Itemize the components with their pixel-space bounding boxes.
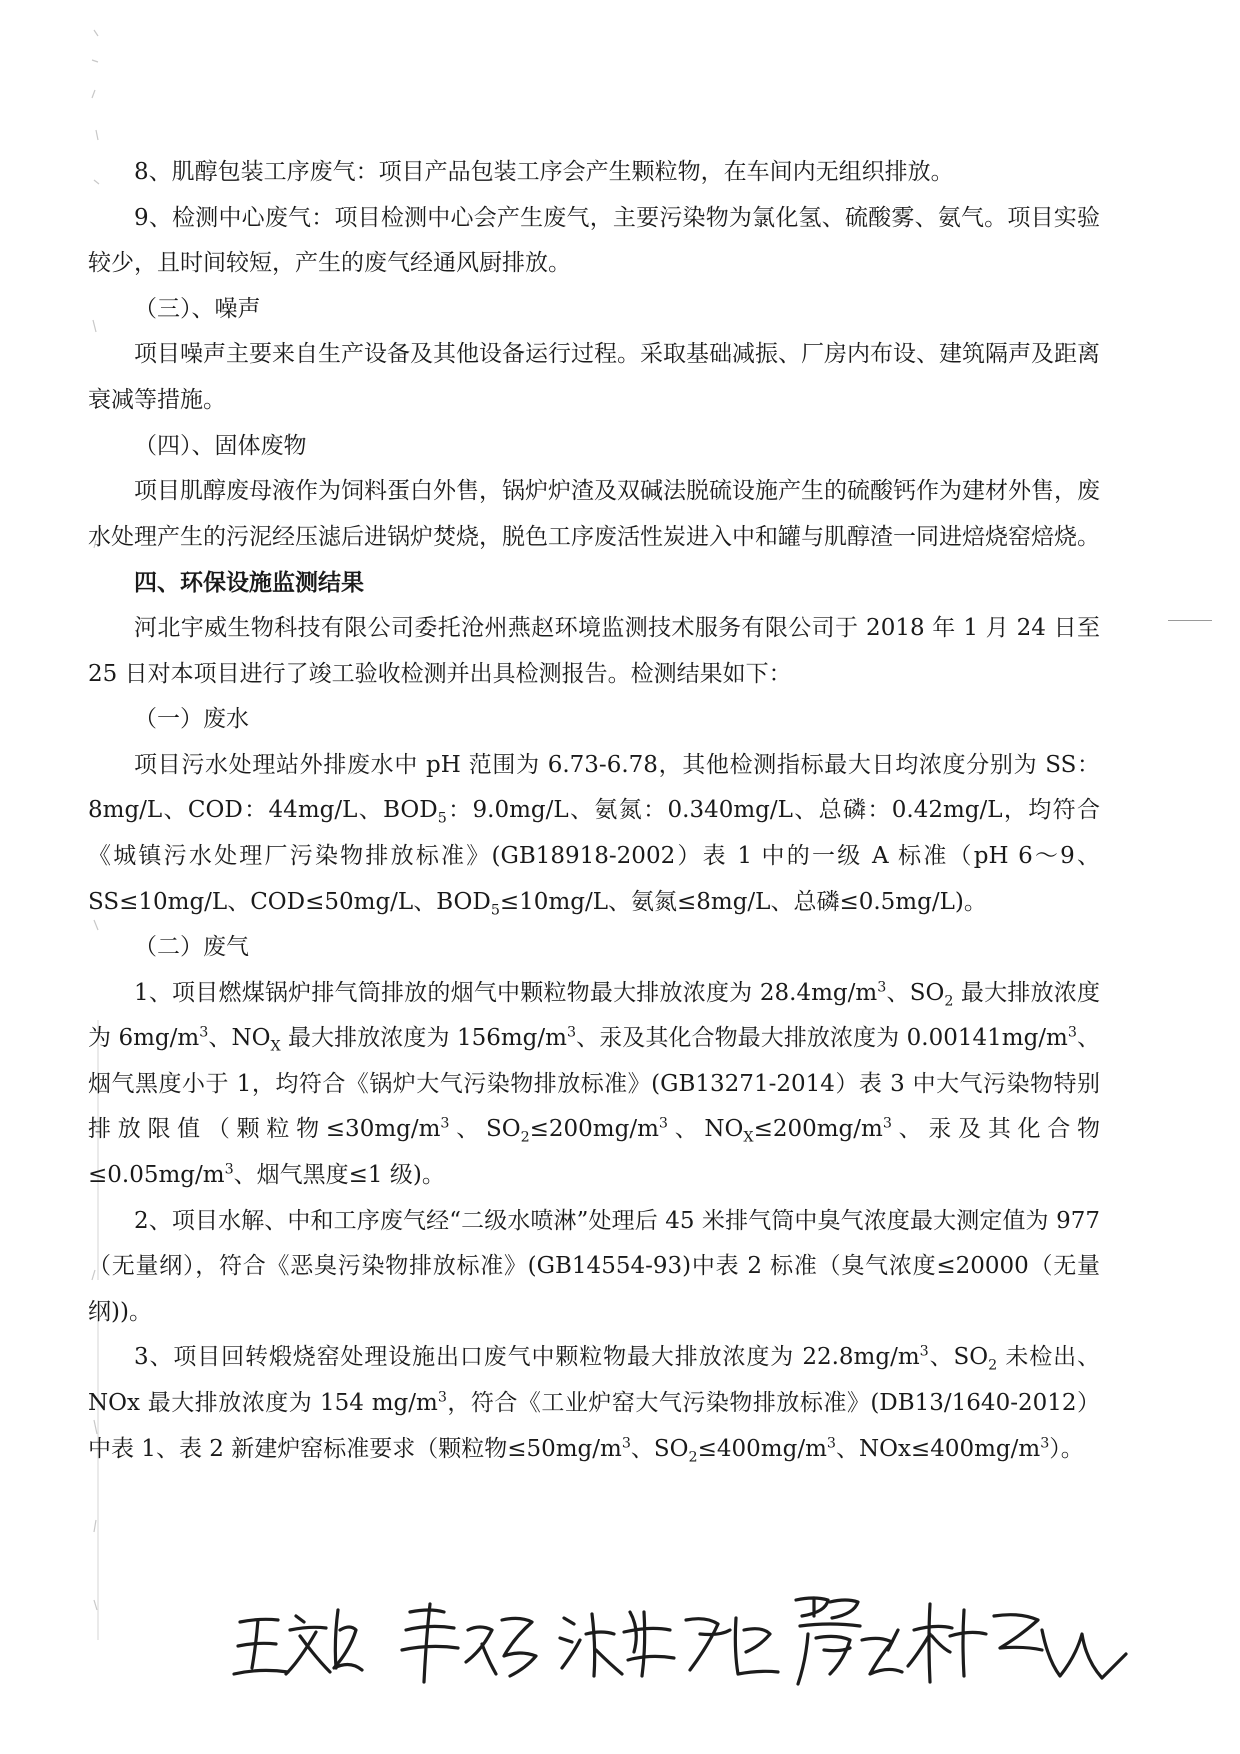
paragraph: 9、检测中心废气：项目检测中心会产生废气，主要污染物为氯化氢、硫酸雾、氨气。项目实验较少，且时间较短，产生的废气经通风厨排放。 [88,204,1100,277]
paragraph: 8、肌醇包装工序废气：项目产品包装工序会产生颗粒物，在车间内无组织排放。 [134,159,954,185]
section-heading: （一）废水 [134,706,249,733]
paragraph: 项目肌醇废母液作为饲料蛋白外售，锅炉炉渣及双碱法脱硫设施产生的硫酸钙作为建材外售，废水处理产生的污泥经压滤后进锅炉焚烧，脱色工序废活性炭进入中和罐与肌醇渣一同进焙烧窑焙烧。 [88,478,1100,550]
chapter-heading: 四、环保设施监测结果 [134,569,364,597]
signature-3 [560,1612,778,1676]
section-heading: （四）、固体废物 [134,432,307,459]
document-body [88,150,1100,1472]
wastewater-paragraph: 项目污水处理站外排废水中 pH 范围为 6.73-6.78，其他检测指标最大日均浓度分别为 SS：8mg/L、COD：44mg/L、$BOD_5$：9.0mg/L、氨氮：0.340mg/L、总磷：0.42mg/L，均符合《城镇污水处理厂污染物排放标准》(GB18918-2002）表 1 中的一级 A 标准（pH 6～9、SS≤10mg/L、COD≤50mg/L、$BOD_5\le 10mg/L$、氨氮≤8mg/L、总磷≤0.5mg/L)。 [88,751,1100,919]
signature-5 [908,1604,1126,1682]
paragraph: 河北宇威生物科技有限公司委托沧州燕赵环境监测技术服务有限公司于 2018 年 1 月 24 日至 25 日对本项目进行了竣工验收检测并出具检测报告。检测结果如下： [88,614,1100,687]
margin-tick [1168,620,1212,621]
exhaust-paragraph-1: 1、项目燃煤锅炉排气筒排放的烟气中颗粒物最大排放浓度为 $28.4mg/m^3$、$SO_2$ 最大排放浓度为 $6mg/m^3$、$NO_X$ 最大排放浓度为 $156mg/m^3$、汞及其化合物最大排放浓度为 $0.00141mg/m^3$、烟气黑度小于 1，均符合《锅炉大气污染物排放标准》(GB13271-2014）表 3 中大气污染物特别排放限值（颗粒物$\le 30mg/m^3$、$SO_2\le 200mg/m^3$、$NO_X\le 200mg/m^3$、汞及其化合物$\le 0.05mg/m^3$、烟气黑度≤1 级)。 [88,979,1101,1189]
handwritten-signatures [230,1590,1130,1690]
exhaust-paragraph-2: 2、项目水解、中和工序废气经“二级水喷淋”处理后 45 米排气筒中臭气浓度最大测定值为 977（无量纲），符合《恶臭污染物排放标准》(GB14554-93)中表 2 标准（臭气浓度≤20000（无量纲))。 [88,1207,1100,1325]
signature-4 [796,1598,902,1684]
exhaust-paragraph-3: 3、项目回转煅烧窑处理设施出口废气中颗粒物最大排放浓度为 $22.8mg/m^3$、$SO_2$ 未检出、NOx 最大排放浓度为 154 $mg/m^3$，符合《工业炉窑大气污染物排放标准》(DB13/1640-2012）中表 1、表 2 新建炉窑标准要求（颗粒物$\le 50mg/m^3$、$SO_2\le 400mg/m^3$、$NOx\le 400mg/m^3$）。 [88,1343,1101,1466]
signature-1 [234,1610,362,1674]
paragraph: 项目噪声主要来自生产设备及其他设备运行过程。采取基础减振、厂房内布设、建筑隔声及距离衰减等措施。 [88,341,1100,413]
signature-2 [402,1604,536,1682]
section-heading: （三）、噪声 [134,295,261,322]
section-heading: （二）废气 [134,934,249,961]
